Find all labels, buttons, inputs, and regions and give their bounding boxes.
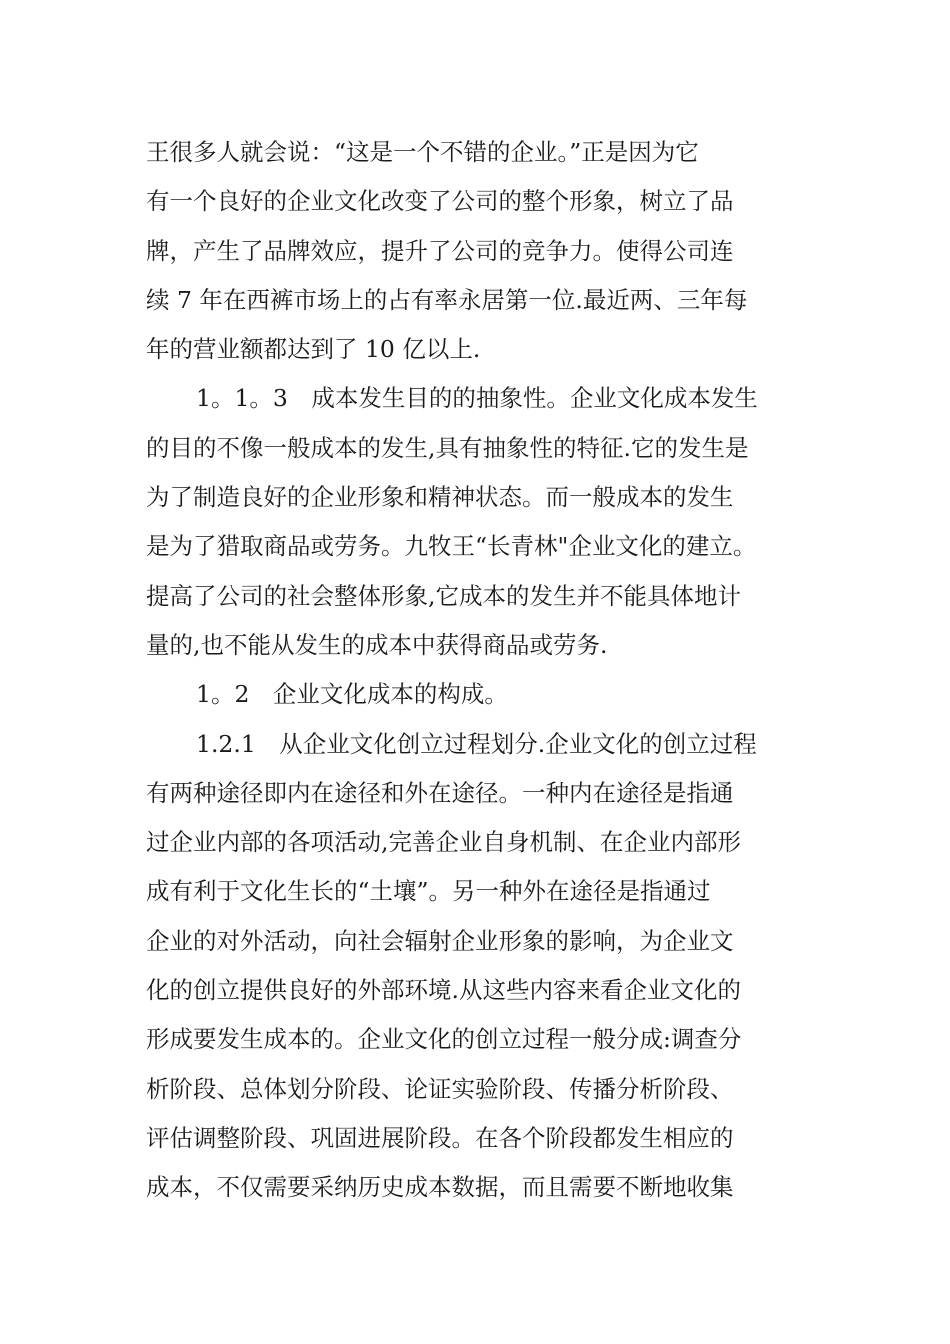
text-line: 量的,也不能从发生的成本中获得商品或劳务. bbox=[146, 630, 608, 659]
text-line: 提高了公司的社会整体形象,它成本的发生并不能具体地计 bbox=[146, 581, 741, 610]
text-line: 析阶段、总体划分阶段、论证实验阶段、传播分析阶段、 bbox=[146, 1074, 734, 1103]
text-line: 过企业内部的各项活动,完善企业自身机制、在企业内部形 bbox=[146, 828, 741, 857]
section-heading-1-1-3: 1。1。3 成本发生目的的抽象性。企业文化成本发生 bbox=[196, 384, 758, 413]
text-line: 的目的不像一般成本的发生,具有抽象性的特征.它的发生是 bbox=[146, 433, 749, 462]
text-line: 有一个良好的企业文化改变了公司的整个形象，树立了品 bbox=[146, 187, 734, 216]
section-heading-1-2-1: 1.2.1 从企业文化创立过程划分.企业文化的创立过程 bbox=[196, 729, 757, 758]
text-line: 为了制造良好的企业形象和精神状态。而一般成本的发生 bbox=[146, 483, 734, 512]
text-line: 年的营业额都达到了 10 亿以上. bbox=[146, 335, 481, 364]
text-line: 化的创立提供良好的外部环境.从这些内容来看企业文化的 bbox=[146, 976, 741, 1005]
text-line: 王很多人就会说：“这是一个不错的企业。”正是因为它 bbox=[146, 138, 699, 166]
text-line: 成本，不仅需要采纳历史成本数据，而且需要不断地收集 bbox=[146, 1173, 734, 1202]
text-line: 成有利于文化生长的“土壤”。另一种外在途径是指通过 bbox=[146, 877, 711, 906]
text-line: 牌，产生了品牌效应，提升了公司的竞争力。使得公司连 bbox=[146, 236, 734, 265]
text-line: 形成要发生成本的。企业文化的创立过程一般分成:调查分 bbox=[146, 1025, 742, 1054]
text-line: 企业的对外活动，向社会辐射企业形象的影响，为企业文 bbox=[146, 926, 734, 955]
section-heading-1-2: 1。2 企业文化成本的构成。 bbox=[196, 680, 508, 709]
text-line: 续 7 年在西裤市场上的占有率永居第一位.最近两、三年每 bbox=[146, 285, 748, 314]
body-text bbox=[146, 128, 826, 1213]
text-line: 有两种途径即内在途径和外在途径。一种内在途径是指通 bbox=[146, 778, 734, 807]
text-line: 评估调整阶段、巩固进展阶段。在各个阶段都发生相应的 bbox=[146, 1123, 734, 1152]
text-line: 是为了猎取商品或劳务。九牧王“长青林"企业文化的建立。 bbox=[146, 532, 757, 561]
